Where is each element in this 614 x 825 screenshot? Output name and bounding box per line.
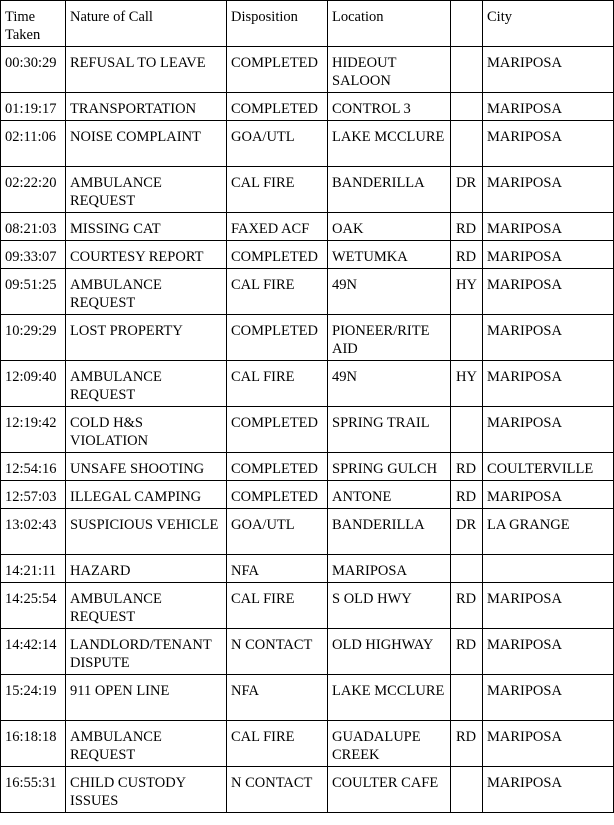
cell-nature: UNSAFE SHOOTING — [66, 453, 227, 481]
table-row — [1, 675, 614, 721]
cell-suffix — [451, 47, 483, 93]
cell-time: 14:25:54 — [1, 583, 66, 629]
header-row — [1, 1, 614, 47]
cell-time: 02:11:06 — [1, 121, 66, 167]
table-row — [1, 721, 614, 767]
table-row — [1, 583, 614, 629]
cell-time: 16:55:31 — [1, 767, 66, 813]
cell-disposition: CAL FIRE — [227, 167, 328, 213]
cell-suffix — [451, 407, 483, 453]
cell-city: MARIPOSA — [483, 481, 614, 509]
cell-location: LAKE MCCLURE — [328, 121, 451, 167]
table-row — [1, 213, 614, 241]
table-row — [1, 361, 614, 407]
cell-disposition: CAL FIRE — [227, 361, 328, 407]
header-nature-of-call: Nature of Call — [66, 1, 227, 47]
cell-suffix: RD — [451, 453, 483, 481]
cell-location: CONTROL 3 — [328, 93, 451, 121]
cell-city: MARIPOSA — [483, 93, 614, 121]
cell-disposition: COMPLETED — [227, 407, 328, 453]
table-row — [1, 481, 614, 509]
cell-location: LAKE MCCLURE — [328, 675, 451, 721]
cell-location: BANDERILLA — [328, 167, 451, 213]
cell-location: GUADALUPE CREEK — [328, 721, 451, 767]
cell-city: MARIPOSA — [483, 629, 614, 675]
table-row — [1, 407, 614, 453]
cell-nature: REFUSAL TO LEAVE — [66, 47, 227, 93]
cell-city: COULTERVILLE — [483, 453, 614, 481]
cell-nature: MISSING CAT — [66, 213, 227, 241]
cell-disposition: N CONTACT — [227, 767, 328, 813]
table-row — [1, 121, 614, 167]
cell-time: 00:30:29 — [1, 47, 66, 93]
cell-nature: COLD H&S VIOLATION — [66, 407, 227, 453]
table-row — [1, 555, 614, 583]
table-row — [1, 93, 614, 121]
table-row — [1, 167, 614, 213]
cell-suffix: RD — [451, 241, 483, 269]
cell-city: MARIPOSA — [483, 269, 614, 315]
cell-city: MARIPOSA — [483, 407, 614, 453]
cell-disposition: COMPLETED — [227, 93, 328, 121]
cell-disposition: COMPLETED — [227, 453, 328, 481]
cell-nature: SUSPICIOUS VEHICLE — [66, 509, 227, 555]
cell-time: 01:19:17 — [1, 93, 66, 121]
cell-time: 09:33:07 — [1, 241, 66, 269]
header-location: Location — [328, 1, 451, 47]
cell-time: 10:29:29 — [1, 315, 66, 361]
cell-nature: AMBULANCE REQUEST — [66, 583, 227, 629]
cell-suffix: HY — [451, 269, 483, 315]
cell-suffix — [451, 675, 483, 721]
cell-city: MARIPOSA — [483, 167, 614, 213]
cell-city: MARIPOSA — [483, 315, 614, 361]
cell-location: HIDEOUT SALOON — [328, 47, 451, 93]
cell-location: SPRING TRAIL — [328, 407, 451, 453]
cell-suffix: DR — [451, 509, 483, 555]
cell-city: MARIPOSA — [483, 721, 614, 767]
cell-location: WETUMKA — [328, 241, 451, 269]
cell-location: S OLD HWY — [328, 583, 451, 629]
cell-city: MARIPOSA — [483, 241, 614, 269]
cell-disposition: GOA/UTL — [227, 121, 328, 167]
cell-location: 49N — [328, 361, 451, 407]
cell-city: MARIPOSA — [483, 47, 614, 93]
cell-nature: AMBULANCE REQUEST — [66, 269, 227, 315]
cell-city: MARIPOSA — [483, 767, 614, 813]
cell-time: 14:21:11 — [1, 555, 66, 583]
cell-location: COULTER CAFE — [328, 767, 451, 813]
cell-disposition: COMPLETED — [227, 241, 328, 269]
table-row — [1, 453, 614, 481]
cell-nature: AMBULANCE REQUEST — [66, 167, 227, 213]
cell-time: 02:22:20 — [1, 167, 66, 213]
cell-suffix: RD — [451, 583, 483, 629]
table-row — [1, 315, 614, 361]
cell-time: 09:51:25 — [1, 269, 66, 315]
cell-location: OLD HIGHWAY — [328, 629, 451, 675]
cell-nature: NOISE COMPLAINT — [66, 121, 227, 167]
cell-time: 12:54:16 — [1, 453, 66, 481]
cell-nature: COURTESY REPORT — [66, 241, 227, 269]
cell-time: 12:09:40 — [1, 361, 66, 407]
table-row — [1, 767, 614, 813]
cell-location: BANDERILLA — [328, 509, 451, 555]
cell-nature: ILLEGAL CAMPING — [66, 481, 227, 509]
cell-location: ANTONE — [328, 481, 451, 509]
cell-nature: CHILD CUSTODY ISSUES — [66, 767, 227, 813]
table-row — [1, 629, 614, 675]
header-city: City — [483, 1, 614, 47]
cell-disposition: FAXED ACF — [227, 213, 328, 241]
cell-disposition: CAL FIRE — [227, 721, 328, 767]
cell-city: MARIPOSA — [483, 675, 614, 721]
table-row — [1, 509, 614, 555]
cell-time: 16:18:18 — [1, 721, 66, 767]
cell-time: 12:19:42 — [1, 407, 66, 453]
header-suffix — [451, 1, 483, 47]
table-row — [1, 47, 614, 93]
cell-suffix — [451, 555, 483, 583]
cell-location: SPRING GULCH — [328, 453, 451, 481]
cell-disposition: NFA — [227, 675, 328, 721]
cell-nature: 911 OPEN LINE — [66, 675, 227, 721]
table-row — [1, 241, 614, 269]
cell-location: OAK — [328, 213, 451, 241]
cell-disposition: N CONTACT — [227, 629, 328, 675]
cell-suffix — [451, 93, 483, 121]
cell-disposition: CAL FIRE — [227, 583, 328, 629]
cell-nature: LANDLORD/TENANT DISPUTE — [66, 629, 227, 675]
cell-suffix: HY — [451, 361, 483, 407]
cell-time: 08:21:03 — [1, 213, 66, 241]
cell-nature: HAZARD — [66, 555, 227, 583]
cell-city: MARIPOSA — [483, 361, 614, 407]
cell-disposition: COMPLETED — [227, 315, 328, 361]
cell-disposition: GOA/UTL — [227, 509, 328, 555]
cell-disposition: CAL FIRE — [227, 269, 328, 315]
cell-city: MARIPOSA — [483, 583, 614, 629]
cell-suffix: RD — [451, 721, 483, 767]
cell-city: LA GRANGE — [483, 509, 614, 555]
cell-suffix: RD — [451, 481, 483, 509]
cell-disposition: COMPLETED — [227, 481, 328, 509]
header-disposition: Disposition — [227, 1, 328, 47]
cell-nature: AMBULANCE REQUEST — [66, 721, 227, 767]
cell-city: MARIPOSA — [483, 121, 614, 167]
cell-city — [483, 555, 614, 583]
cell-suffix — [451, 121, 483, 167]
cell-nature: TRANSPORTATION — [66, 93, 227, 121]
cell-nature: AMBULANCE REQUEST — [66, 361, 227, 407]
cell-suffix — [451, 767, 483, 813]
cell-time: 15:24:19 — [1, 675, 66, 721]
cell-nature: LOST PROPERTY — [66, 315, 227, 361]
cell-suffix — [451, 315, 483, 361]
cell-city: MARIPOSA — [483, 213, 614, 241]
cell-suffix: DR — [451, 167, 483, 213]
cell-suffix: RD — [451, 213, 483, 241]
cell-suffix: RD — [451, 629, 483, 675]
cell-disposition: COMPLETED — [227, 47, 328, 93]
cell-disposition: NFA — [227, 555, 328, 583]
cell-location: PIONEER/RITE AID — [328, 315, 451, 361]
cell-time: 12:57:03 — [1, 481, 66, 509]
cell-time: 14:42:14 — [1, 629, 66, 675]
cell-location: 49N — [328, 269, 451, 315]
header-time-taken: Time Taken — [1, 1, 66, 47]
cell-location: MARIPOSA — [328, 555, 451, 583]
table-row — [1, 269, 614, 315]
cell-time: 13:02:43 — [1, 509, 66, 555]
